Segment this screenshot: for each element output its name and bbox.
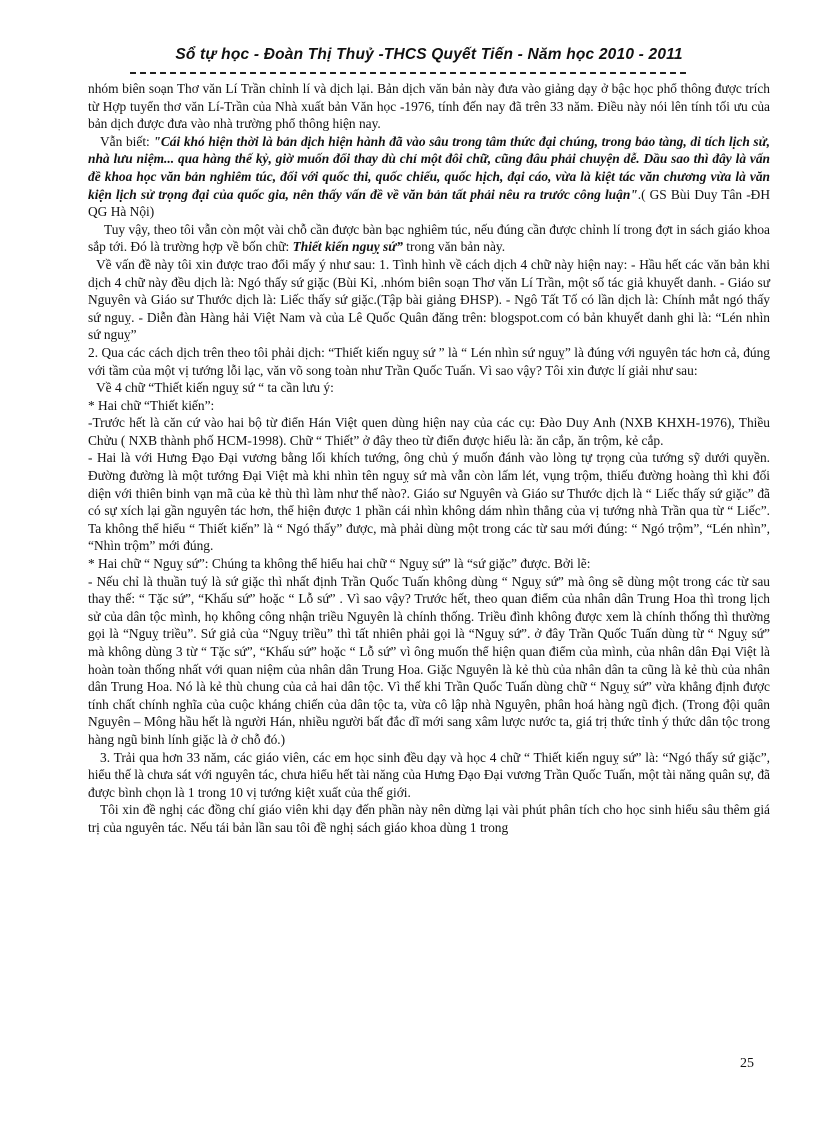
paragraph: Tôi xin đề nghị các đồng chí giáo viên khi dạy đến phần này nên dừng lại vài phút phân tích cho học sinh hiểu sâu thêm giá trị của nguyên tác. Nếu tái bản lần sau tôi đề nghị sách giáo khoa dùng 1 trong: [88, 802, 770, 835]
quote-source: .( GS Bùi Duy Tân -ĐH QG Hà Nội): [88, 186, 770, 220]
paragraph: nhóm biên soạn Thơ văn Lí Trần chỉnh lí và dịch lại. Bản dịch văn bản này đưa vào giảng dạy ở bậc học phổ thông được trích từ Hợp tuyển thơ văn Lí-Trần của Nhà xuất bản Văn học -1976, tính đến nay đã trên 33 năm. Điều này nói lên tính tối ưu của bản dịch được đưa vào nhà trường phổ thông hiện nay.: [88, 81, 770, 132]
quote-intro: Vẫn biết:: [100, 133, 154, 149]
paragraph-text: Tuy vậy, theo tôi vẫn còn một vài chỗ cần được bàn bạc nghiêm túc, nếu đúng cần được chỉnh lí trong đợt in sách giáo khoa sắp tới. Đó là trường hợp về bốn chữ:: [88, 221, 770, 255]
header-divider: [130, 72, 686, 74]
emphasis-term: Thiết kiến nguỵ sứ”: [292, 239, 403, 255]
subheading: * Hai chữ “Thiết kiến”:: [88, 397, 215, 413]
paragraph: -Trước hết là căn cứ vào hai bộ từ điển Hán Việt quen dùng hiện nay của các cụ: Đào Duy Anh (NXB KHXH-1976), Thiều Chửu ( NXB thành phố HCM-1998). Chữ “ Thiết” ở đây theo từ điển được hiểu là: ăn cắp, ăn trộm, kẻ cắp.: [88, 415, 770, 448]
paragraph: - Nếu chỉ là thuần tuý là sứ giặc thì nhất định Trần Quốc Tuấn không dùng “ Nguỵ sứ” mà ông sẽ dùng một trong các từ sau thay thế: “ Tặc sứ”, “Khấu sứ” hoặc “ Lỗ sứ” . Vì sao vậy? Trước hết, theo quan điểm của nhân dân Trung Hoa thì trong lịch sử của dân tộc mình, họ không công nhận triều Nguyên là chính thống. Triều đình không được xem là chính thống thì thường gọi là “Nguỵ triều”. Sứ giả của “Nguỵ triều” thì tất nhiên phải gọi là “Nguỵ sứ”. ở đây Trần Quốc Tuấn dùng từ “ Nguỵ sứ” mà không dùng 3 từ “ Tặc sứ”, “Khấu sứ” hoặc “ Lỗ sứ” vì ông muốn thể hiện quan điểm của mình, của nhân dân Đại Việt là hoàn toàn thống nhất với quan niệm của nhân dân Trung Hoa. Giặc Nguyên là kẻ thù của nhân dân ta cũng là kẻ thù của nhân dân Trung Hoa. Nó là kẻ thù chung của cả hai dân tộc. Vì thế khi Trần Quốc Tuấn dùng chữ “ Nguỵ sứ” vừa khẳng định được tính chất chính nghĩa của cuộc kháng chiến của dân tộc ta, vừa cô lập nhà Nguyên, phân hoá hàng ngũ địch. (Trong đội quân Nguyên – Mông hầu hết là người Hán, nhiều người bất đắc dĩ mới sang xâm lược nước ta, giá trị thức tỉnh ý thức dân tộc trong hàng ngũ binh lính giặc là ở chỗ đó.): [88, 573, 770, 747]
paragraph-text: trong văn bản này.: [402, 239, 506, 255]
subheading: * Hai chữ “ Nguỵ sứ”: Chúng ta không thể hiểu hai chữ “ Nguỵ sứ” là “sứ giặc” được. Bởi lẽ:: [88, 556, 591, 572]
document-body: [88, 80, 770, 837]
paragraph: Về 4 chữ “Thiết kiến nguỵ sứ “ ta cần lưu ý:: [96, 380, 334, 396]
paragraph: [88, 221, 770, 256]
paragraph: 2. Qua các cách dịch trên theo tôi phải dịch: “Thiết kiến nguỵ sứ ” là “ Lén nhìn sứ nguỵ” là đúng với nguyên tác hơn cả, đúng với tầm của một vị tướng lỗi lạc, văn võ song toàn như Trần Quốc Tuấn. Vì sao vậy? Tôi xin được lí giải như sau:: [88, 344, 770, 378]
paragraph: 3. Trải qua hơn 33 năm, các giáo viên, các em học sinh đều dạy và học 4 chữ “ Thiết kiến nguỵ sứ” là: “Ngó thấy sứ giặc”, hiểu thế là chưa sát với nguyên tác, chưa hiểu hết tài năng của Hưng Đạo Đại vương Trần Quốc Tuấn, một tài năng quân sự, đã được bình chọn là 1 trong 10 vị tướng kiệt xuất của thế giới.: [88, 749, 770, 800]
quote-text: "Cái khó hiện thời là bản dịch hiện hành đã vào sâu trong tâm thức đại chúng, trong bảo tàng, di tích lịch sử, nhà lưu niệm... qua hàng thế kỷ, giờ muốn đổi thay dù chỉ một đôi chữ, cũng đâu phải chuyện dễ. Dầu sao thì đây là vấn đề khoa học văn bản nghiêm túc, đối với quốc thi, quốc chiếu, quốc hịch, đại cáo, vừa là kiệt tác văn chương vừa là văn kiện lịch sử trọng đại của quốc gia, nên thấy vấn đề về văn bản tất phải nêu ra trước công luận": [88, 133, 770, 202]
paragraph: - Hai là với Hưng Đạo Đại vương bằng lối khích tướng, ông chủ ý muốn đánh vào lòng tự trọng của tướng sỹ dưới quyền. Đường đường là một tướng Đại Việt mà khi nhìn tên nguỵ sứ mà vẫn còn lấm lét, vụng trộm, thiếu đường hoàng thì khi đối diện với thiên binh vạn mã của kẻ thù thì làm như thế nào?. Giáo sư Nguyên và Giáo sư Thước dịch là “ Liếc thấy sứ giặc” đã có sự xích lại gần nguyên tác hơn, thể hiện được 1 phần cái nhìn không dám nhìn thẳng của vị tướng nhà Trần qua từ “ Liếc”. Ta không thể hiểu “ Thiết kiến” là “ Ngó thấy” được, mà phải dùng một trong các từ sau mới đúng: “ Ngó trộm”, “Lén nhìn”, “Nhìn trộm” mới đúng.: [88, 450, 770, 554]
quote-paragraph: [88, 133, 770, 221]
page-header-title: Sổ tự học - Đoàn Thị Thuỷ -THCS Quyết Tiến - Năm học 2010 - 2011: [175, 46, 683, 63]
page-number: 25: [740, 1056, 754, 1071]
paragraph: Về vấn đề này tôi xin được trao đổi mấy ý như sau: 1. Tình hình về cách dịch 4 chữ này hiện nay: - Hầu hết các văn bản khi dịch 4 chữ này đều dịch là: Ngó thấy sứ giặc (Bùi Kỉ, .nhóm biên soạn Thơ văn Lí Trần, một số tác giả khuyết danh. - Giáo sư Nguyên và Giáo sư Thước dịch là: Liếc thấy sứ giặc.(Tập bài giảng ĐHSP). - Ngô Tất Tố có lần dịch là: Chính mắt ngó thấy sứ nguỵ. - Diễn đàn Hàng hải Việt Nam và của Lê Quốc Quân đăng trên: blogspot.com có bản khuyết danh ghi là: “Lén nhìn sứ nguỵ”: [88, 256, 770, 343]
